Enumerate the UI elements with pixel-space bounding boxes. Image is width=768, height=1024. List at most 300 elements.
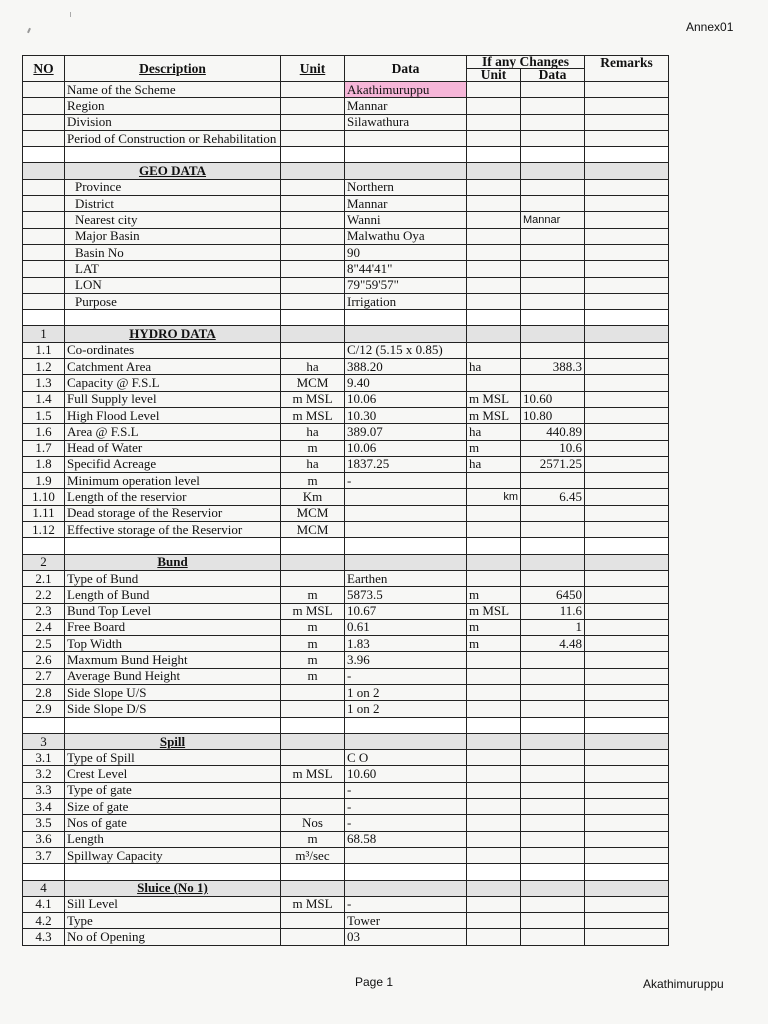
cell-remarks xyxy=(585,847,669,863)
cell-change-data xyxy=(521,799,585,815)
cell-no: 3.3 xyxy=(23,782,65,798)
cell-remarks xyxy=(585,782,669,798)
cell-description: Crest Level xyxy=(65,766,281,782)
table-row xyxy=(23,228,669,244)
cell-remarks xyxy=(585,342,669,358)
cell-description: Type of Bund xyxy=(65,570,281,586)
cell-change-unit: ha xyxy=(467,424,521,440)
cell-remarks xyxy=(585,603,669,619)
cell-unit: m xyxy=(281,587,345,603)
cell-data: 03 xyxy=(345,929,467,945)
cell-description: Specifid Acreage xyxy=(65,456,281,472)
table-row xyxy=(23,489,669,505)
section-row xyxy=(23,554,669,570)
cell-no: 3.4 xyxy=(23,799,65,815)
cell-remarks xyxy=(585,359,669,375)
cell-change-data: 4.48 xyxy=(521,636,585,652)
cell-remarks xyxy=(585,407,669,423)
cell-unit: m xyxy=(281,831,345,847)
header-row-1 xyxy=(23,56,669,69)
cell-no: 4.2 xyxy=(23,913,65,929)
table-row xyxy=(23,473,669,489)
cell-remarks xyxy=(585,668,669,684)
table-row xyxy=(23,929,669,945)
cell-change-data xyxy=(521,98,585,114)
cell-description: Maxmum Bund Height xyxy=(65,652,281,668)
cell-data: Irrigation xyxy=(345,293,467,309)
cell-change-unit: m xyxy=(467,587,521,603)
cell-data xyxy=(345,489,467,505)
cell-change-unit xyxy=(467,82,521,98)
cell-data: 5873.5 xyxy=(345,587,467,603)
cell-change-data xyxy=(521,473,585,489)
cell-remarks xyxy=(585,277,669,293)
cell-remarks xyxy=(585,440,669,456)
cell-remarks xyxy=(585,391,669,407)
cell-data: - xyxy=(345,668,467,684)
cell-no: 3.1 xyxy=(23,750,65,766)
cell-change-data xyxy=(521,179,585,195)
cell-remarks xyxy=(585,570,669,586)
table-row xyxy=(23,587,669,603)
cell-data: 389.07 xyxy=(345,424,467,440)
section-title: Bund xyxy=(65,554,281,570)
spacer-row xyxy=(23,538,669,554)
cell-no: 2.8 xyxy=(23,684,65,700)
cell-description: Co-ordinates xyxy=(65,342,281,358)
scan-mark xyxy=(70,12,71,17)
cell-no: 3.7 xyxy=(23,847,65,863)
cell-change-data xyxy=(521,375,585,391)
cell-change-data xyxy=(521,831,585,847)
cell-remarks xyxy=(585,82,669,98)
cell-change-unit: m MSL xyxy=(467,603,521,619)
cell-data: - xyxy=(345,782,467,798)
cell-change-data xyxy=(521,522,585,538)
cell-change-data xyxy=(521,261,585,277)
col-changes-unit-header: Unit xyxy=(467,69,521,82)
cell-description: Side Slope D/S xyxy=(65,701,281,717)
cell-unit xyxy=(281,196,345,212)
cell-remarks xyxy=(585,896,669,912)
cell-data: 1.83 xyxy=(345,636,467,652)
cell-remarks xyxy=(585,179,669,195)
cell-description: Top Width xyxy=(65,636,281,652)
table-row xyxy=(23,114,669,130)
cell-data: 0.61 xyxy=(345,619,467,635)
cell-no: 1.2 xyxy=(23,359,65,375)
section-number: 2 xyxy=(23,554,65,570)
cell-remarks xyxy=(585,619,669,635)
table-row xyxy=(23,847,669,863)
cell-change-data xyxy=(521,82,585,98)
cell-remarks xyxy=(585,799,669,815)
cell-description: Length of Bund xyxy=(65,587,281,603)
cell-description: No of Opening xyxy=(65,929,281,945)
cell-change-unit xyxy=(467,652,521,668)
table-row xyxy=(23,652,669,668)
cell-change-data xyxy=(521,815,585,831)
cell-data: Tower xyxy=(345,913,467,929)
cell-no: 1.5 xyxy=(23,407,65,423)
cell-description: Length xyxy=(65,831,281,847)
cell-unit: m MSL xyxy=(281,407,345,423)
table-row xyxy=(23,619,669,635)
table-row xyxy=(23,456,669,472)
cell-data: 10.60 xyxy=(345,766,467,782)
cell-unit: m MSL xyxy=(281,391,345,407)
cell-description: High Flood Level xyxy=(65,407,281,423)
cell-change-unit xyxy=(467,522,521,538)
cell-change-data xyxy=(521,228,585,244)
cell-unit: Nos xyxy=(281,815,345,831)
cell-data: 79"59'57" xyxy=(345,277,467,293)
cell-change-data xyxy=(521,293,585,309)
cell-change-unit xyxy=(467,847,521,863)
table-row xyxy=(23,196,669,212)
cell-no xyxy=(23,179,65,195)
cell-data: - xyxy=(345,799,467,815)
cell-remarks xyxy=(585,473,669,489)
cell-change-unit xyxy=(467,929,521,945)
section-number: 3 xyxy=(23,733,65,749)
cell-unit xyxy=(281,342,345,358)
col-remarks-header: Remarks xyxy=(585,56,669,82)
cell-no: 1.7 xyxy=(23,440,65,456)
table-row xyxy=(23,391,669,407)
cell-change-unit xyxy=(467,277,521,293)
cell-change-unit xyxy=(467,212,521,228)
cell-no xyxy=(23,196,65,212)
cell-remarks xyxy=(585,228,669,244)
cell-no: 1.4 xyxy=(23,391,65,407)
table-row xyxy=(23,684,669,700)
cell-change-unit xyxy=(467,342,521,358)
table-row xyxy=(23,701,669,717)
cell-description: Purpose xyxy=(65,293,281,309)
cell-unit xyxy=(281,799,345,815)
cell-change-unit xyxy=(467,375,521,391)
cell-change-data xyxy=(521,505,585,521)
cell-no: 1.8 xyxy=(23,456,65,472)
cell-remarks xyxy=(585,636,669,652)
cell-remarks xyxy=(585,244,669,260)
col-changes-header: If any Changes xyxy=(467,56,585,69)
table-row xyxy=(23,179,669,195)
cell-no xyxy=(23,293,65,309)
cell-no: 2.5 xyxy=(23,636,65,652)
cell-unit: MCM xyxy=(281,505,345,521)
cell-unit xyxy=(281,684,345,700)
cell-remarks xyxy=(585,750,669,766)
cell-description: LON xyxy=(65,277,281,293)
cell-change-unit xyxy=(467,261,521,277)
cell-remarks xyxy=(585,929,669,945)
cell-change-unit: ha xyxy=(467,456,521,472)
section-row xyxy=(23,880,669,896)
table-row xyxy=(23,261,669,277)
col-no-header: NO xyxy=(23,56,65,82)
cell-description: Side Slope U/S xyxy=(65,684,281,700)
section-title: HYDRO DATA xyxy=(65,326,281,342)
cell-unit: m MSL xyxy=(281,766,345,782)
cell-remarks xyxy=(585,815,669,831)
section-number: 4 xyxy=(23,880,65,896)
cell-remarks xyxy=(585,652,669,668)
cell-data: 1 on 2 xyxy=(345,684,467,700)
cell-remarks xyxy=(585,831,669,847)
cell-unit: m xyxy=(281,636,345,652)
cell-unit: m MSL xyxy=(281,896,345,912)
cell-unit xyxy=(281,570,345,586)
cell-data: C O xyxy=(345,750,467,766)
cell-description: Size of gate xyxy=(65,799,281,815)
cell-no: 1.6 xyxy=(23,424,65,440)
cell-change-unit xyxy=(467,244,521,260)
cell-change-data: 10.6 xyxy=(521,440,585,456)
table-row xyxy=(23,407,669,423)
cell-no: 2.3 xyxy=(23,603,65,619)
cell-unit: ha xyxy=(281,359,345,375)
cell-unit: m³/sec xyxy=(281,847,345,863)
cell-data: 10.06 xyxy=(345,391,467,407)
section-row xyxy=(23,326,669,342)
scheme-data-table xyxy=(22,55,669,946)
cell-data: Akathimuruppu xyxy=(345,82,467,98)
cell-data: 388.20 xyxy=(345,359,467,375)
cell-change-unit xyxy=(467,505,521,521)
cell-change-data: 6.45 xyxy=(521,489,585,505)
cell-description: Head of Water xyxy=(65,440,281,456)
cell-data: 68.58 xyxy=(345,831,467,847)
cell-description: District xyxy=(65,196,281,212)
cell-change-unit xyxy=(467,766,521,782)
cell-change-data: 6450 xyxy=(521,587,585,603)
cell-remarks xyxy=(585,489,669,505)
table-row xyxy=(23,130,669,146)
cell-description: Effective storage of the Reservior xyxy=(65,522,281,538)
cell-data: 1837.25 xyxy=(345,456,467,472)
cell-unit: m xyxy=(281,473,345,489)
cell-change-unit xyxy=(467,750,521,766)
cell-remarks xyxy=(585,98,669,114)
table-row xyxy=(23,766,669,782)
cell-no: 1.11 xyxy=(23,505,65,521)
cell-change-unit xyxy=(467,570,521,586)
cell-change-data xyxy=(521,782,585,798)
cell-no: 3.5 xyxy=(23,815,65,831)
cell-no: 2.7 xyxy=(23,668,65,684)
cell-no xyxy=(23,277,65,293)
cell-unit xyxy=(281,913,345,929)
cell-unit: m xyxy=(281,619,345,635)
table-row xyxy=(23,277,669,293)
cell-remarks xyxy=(585,261,669,277)
cell-unit xyxy=(281,82,345,98)
cell-description: Division xyxy=(65,114,281,130)
cell-no: 4.1 xyxy=(23,896,65,912)
col-data-header: Data xyxy=(345,56,467,82)
table-row xyxy=(23,603,669,619)
cell-change-data xyxy=(521,114,585,130)
cell-data: Wanni xyxy=(345,212,467,228)
col-description-header: Description xyxy=(65,56,281,82)
table-row xyxy=(23,831,669,847)
cell-change-unit: m xyxy=(467,636,521,652)
cell-description: Full Supply level xyxy=(65,391,281,407)
spacer-row xyxy=(23,310,669,326)
cell-no: 1.1 xyxy=(23,342,65,358)
section-row xyxy=(23,163,669,179)
cell-change-unit: m MSL xyxy=(467,391,521,407)
cell-change-unit xyxy=(467,196,521,212)
cell-change-unit xyxy=(467,684,521,700)
table-row xyxy=(23,896,669,912)
cell-description: Capacity @ F.S.L xyxy=(65,375,281,391)
cell-change-data: 440.89 xyxy=(521,424,585,440)
cell-change-data xyxy=(521,701,585,717)
table-row xyxy=(23,424,669,440)
cell-data: Malwathu Oya xyxy=(345,228,467,244)
cell-remarks xyxy=(585,212,669,228)
cell-change-data xyxy=(521,342,585,358)
cell-change-data: 1 xyxy=(521,619,585,635)
section-title: Spill xyxy=(65,733,281,749)
cell-change-data: Mannar xyxy=(521,212,585,228)
cell-change-unit xyxy=(467,130,521,146)
table-row xyxy=(23,913,669,929)
cell-remarks xyxy=(585,456,669,472)
cell-change-data xyxy=(521,668,585,684)
cell-no: 3.6 xyxy=(23,831,65,847)
table-row xyxy=(23,815,669,831)
cell-unit xyxy=(281,228,345,244)
cell-change-unit: ha xyxy=(467,359,521,375)
section-number: 1 xyxy=(23,326,65,342)
cell-data: C/12 (5.15 x 0.85) xyxy=(345,342,467,358)
cell-change-unit xyxy=(467,831,521,847)
section-row xyxy=(23,733,669,749)
cell-no xyxy=(23,261,65,277)
cell-change-data: 10.60 xyxy=(521,391,585,407)
cell-data: Northern xyxy=(345,179,467,195)
section-title: GEO DATA xyxy=(65,163,281,179)
cell-unit: m xyxy=(281,652,345,668)
section-number xyxy=(23,163,65,179)
cell-description: Free Board xyxy=(65,619,281,635)
spacer-row xyxy=(23,717,669,733)
cell-change-unit xyxy=(467,701,521,717)
cell-change-unit xyxy=(467,782,521,798)
table-row xyxy=(23,570,669,586)
cell-description: Spillway Capacity xyxy=(65,847,281,863)
cell-data xyxy=(345,505,467,521)
cell-description: LAT xyxy=(65,261,281,277)
cell-data: 3.96 xyxy=(345,652,467,668)
spacer-row xyxy=(23,864,669,880)
cell-change-unit: km xyxy=(467,489,521,505)
cell-no xyxy=(23,130,65,146)
cell-no: 4.3 xyxy=(23,929,65,945)
cell-unit xyxy=(281,293,345,309)
table-row xyxy=(23,750,669,766)
cell-unit xyxy=(281,244,345,260)
cell-unit: MCM xyxy=(281,522,345,538)
cell-remarks xyxy=(585,587,669,603)
cell-change-unit xyxy=(467,815,521,831)
cell-change-data xyxy=(521,684,585,700)
cell-change-unit: m xyxy=(467,619,521,635)
table-row xyxy=(23,375,669,391)
cell-description: Catchment Area xyxy=(65,359,281,375)
table-row xyxy=(23,440,669,456)
cell-change-data: 10.80 xyxy=(521,407,585,423)
cell-unit xyxy=(281,701,345,717)
cell-unit xyxy=(281,98,345,114)
col-unit-header: Unit xyxy=(281,56,345,82)
table-row xyxy=(23,244,669,260)
table-row xyxy=(23,342,669,358)
cell-no: 2.9 xyxy=(23,701,65,717)
cell-data xyxy=(345,522,467,538)
cell-remarks xyxy=(585,913,669,929)
cell-unit xyxy=(281,277,345,293)
cell-unit: Km xyxy=(281,489,345,505)
cell-no: 2.6 xyxy=(23,652,65,668)
cell-description: Type of gate xyxy=(65,782,281,798)
cell-description: Length of the reservior xyxy=(65,489,281,505)
cell-unit: MCM xyxy=(281,375,345,391)
cell-unit: ha xyxy=(281,424,345,440)
cell-unit: ha xyxy=(281,456,345,472)
cell-unit xyxy=(281,179,345,195)
cell-data: Silawathura xyxy=(345,114,467,130)
cell-change-unit xyxy=(467,293,521,309)
cell-no: 2.1 xyxy=(23,570,65,586)
cell-data: 8"44'41" xyxy=(345,261,467,277)
cell-unit xyxy=(281,212,345,228)
cell-data: 90 xyxy=(345,244,467,260)
table-row xyxy=(23,505,669,521)
cell-data: - xyxy=(345,473,467,489)
cell-change-unit xyxy=(467,896,521,912)
cell-description: Period of Construction or Rehabilitation xyxy=(65,130,281,146)
cell-no: 1.3 xyxy=(23,375,65,391)
cell-no: 1.9 xyxy=(23,473,65,489)
cell-change-data xyxy=(521,913,585,929)
cell-description: Basin No xyxy=(65,244,281,260)
cell-remarks xyxy=(585,375,669,391)
cell-change-data xyxy=(521,766,585,782)
table-row xyxy=(23,212,669,228)
cell-change-data xyxy=(521,652,585,668)
spacer-row xyxy=(23,147,669,163)
cell-change-unit: m xyxy=(467,440,521,456)
cell-remarks xyxy=(585,293,669,309)
scan-mark xyxy=(27,28,31,33)
cell-no: 2.2 xyxy=(23,587,65,603)
cell-description: Bund Top Level xyxy=(65,603,281,619)
cell-change-unit xyxy=(467,668,521,684)
cell-change-unit xyxy=(467,179,521,195)
cell-change-data: 388.3 xyxy=(521,359,585,375)
cell-description: Area @ F.S.L xyxy=(65,424,281,440)
cell-data: - xyxy=(345,896,467,912)
cell-unit xyxy=(281,750,345,766)
cell-unit xyxy=(281,782,345,798)
cell-data: - xyxy=(345,815,467,831)
cell-change-data xyxy=(521,750,585,766)
